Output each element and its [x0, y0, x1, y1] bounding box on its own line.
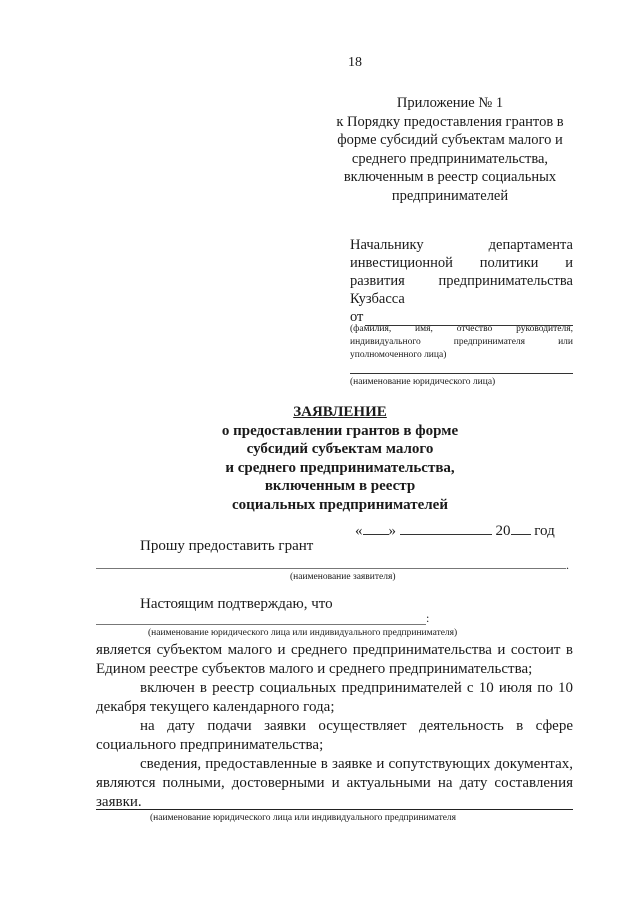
from-label: от	[350, 309, 364, 325]
addressee-line: инвестиционной политики и	[350, 255, 573, 271]
appendix-line: форме субсидий субъектам малого и	[337, 132, 563, 148]
confirm-blank-line[interactable]	[96, 624, 426, 625]
appendix-line: среднего предпринимательства,	[351, 150, 549, 167]
year-prefix: 20	[495, 523, 511, 539]
body-paragraph: сведения, предоставленные в заявке и сопутствующих документах, являются полными, достоверными и актуальными на дату составления заявки.	[96, 756, 573, 810]
request-text: Прошу предоставить грант	[140, 538, 314, 554]
title-line: и среднего предпринимательства,	[225, 459, 455, 476]
body-paragraph: включен в реестр социальных предпринимателей с 10 июля по 10 декабря текущего календарного года;	[96, 680, 573, 715]
date-open-quote: «	[355, 523, 363, 539]
year-blank[interactable]	[511, 522, 531, 535]
legal-entity-blank-line[interactable]	[350, 373, 573, 374]
body-paragraph: на дату подачи заявки осуществляет деятельность в сфере социального предпринимательства;	[96, 718, 573, 753]
date-row	[355, 522, 555, 540]
appendix-line: Приложение № 1	[396, 95, 504, 111]
bottom-note: (наименование юридического лица или индивидуального предпринимателя	[150, 813, 457, 823]
title-heading: ЗАЯВЛЕНИЕ	[293, 404, 387, 420]
addressee-block	[350, 236, 573, 308]
applicant-note: (наименование заявителя)	[290, 572, 396, 582]
day-blank[interactable]	[363, 522, 389, 535]
appendix-line: предпринимателей	[391, 187, 509, 204]
addressee-line: развития предпринимательства	[350, 273, 573, 289]
month-blank[interactable]	[400, 522, 492, 535]
title-line: о предоставлении грантов в форме	[221, 422, 459, 439]
confirm-end-mark: :	[426, 611, 430, 625]
applicant-end-mark: .	[566, 558, 569, 572]
document-title	[150, 403, 530, 514]
title-line: социальных предпринимателей	[232, 496, 448, 513]
confirm-note: (наименование юридического лица или индивидуального предпринимателя)	[148, 628, 458, 638]
bottom-signature-line[interactable]	[96, 809, 573, 810]
appendix-header	[320, 94, 580, 205]
title-line: включенным в реестр	[264, 478, 416, 494]
fio-note: (фамилия, имя, отчество руководителя, индивидуального предпринимателя или уполномоченного лица)	[350, 324, 573, 360]
confirm-text: Настоящим подтверждаю, что	[140, 596, 333, 612]
legal-entity-note: (наименование юридического лица)	[350, 377, 496, 387]
appendix-line: включенным в реестр социальных	[343, 169, 557, 185]
page-number: 18	[348, 55, 362, 70]
addressee-line: Начальнику департамента	[350, 237, 573, 253]
title-line: субсидий субъектам малого	[246, 441, 434, 457]
addressee-line: Кузбасса	[350, 291, 405, 307]
body-text	[96, 641, 573, 812]
body-paragraph: является субъектом малого и среднего предпринимательства и состоит в Едином реестре субъектов малого и среднего предпринимательства;	[96, 642, 573, 677]
applicant-blank-line[interactable]	[96, 568, 566, 569]
appendix-line: к Порядку предоставления грантов в	[336, 113, 564, 130]
date-close-quote: »	[388, 523, 396, 539]
year-suffix: год	[534, 523, 555, 539]
